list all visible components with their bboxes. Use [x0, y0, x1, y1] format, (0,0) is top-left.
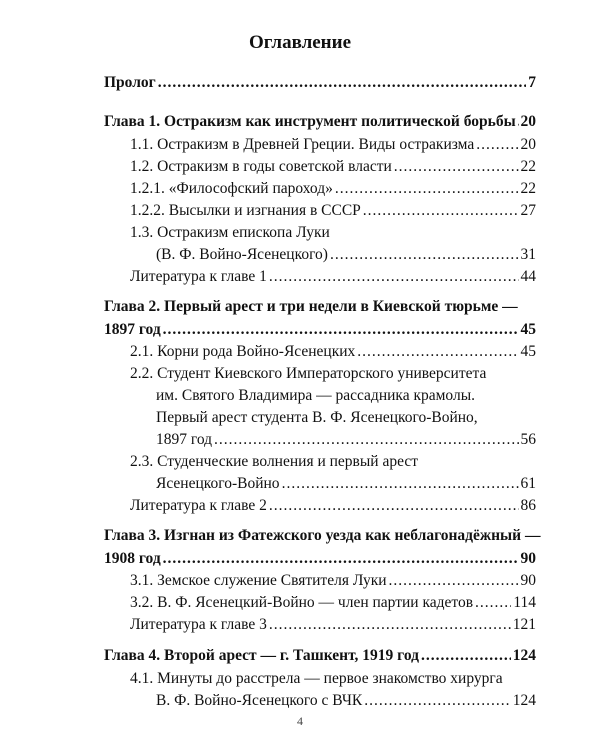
leader-dots [269, 495, 519, 517]
section-line [130, 451, 536, 473]
entry-page-number: 45 [520, 343, 536, 360]
leader-dots [389, 570, 519, 592]
entry-title: 1897 год [156, 431, 213, 448]
chapter-line [104, 525, 541, 547]
leader-dots [330, 244, 519, 266]
entry-title: Глава 4. Второй арест — г. Ташкент, 1919 год [104, 647, 419, 664]
section-line [130, 495, 536, 517]
entry-title: 4.1. Минуты до расстрела — первое знакомство хирурга [130, 670, 503, 687]
entry-title: Литература к главе 1 [130, 268, 267, 285]
entry-title: им. Святого Владимира — рассадника крамолы. [156, 387, 475, 404]
entry-title: Глава 2. Первый арест и три недели в Киевской тюрьме — [104, 298, 518, 315]
entry-title: Литература к главе 2 [130, 497, 267, 514]
leader-dots [518, 111, 519, 133]
chapter-line [104, 548, 536, 570]
section-line [156, 429, 536, 451]
entry-page-number: 44 [520, 268, 536, 285]
entry-page-number: 114 [513, 594, 536, 611]
chapter-line [104, 72, 536, 94]
entry-title: Первый арест студента В. Ф. Ясенецкого-Войно, [156, 409, 478, 426]
leader-dots [421, 645, 511, 667]
section-line [130, 570, 536, 592]
section-line [130, 341, 536, 363]
chapter-line [104, 296, 536, 318]
section-line [130, 222, 536, 244]
entry-title: Литература к главе 3 [130, 616, 267, 633]
entry-title: (В. Ф. Войно-Ясенецкого) [156, 246, 328, 263]
entry-title: В. Ф. Войно-Ясенецкого с ВЧК [156, 692, 363, 709]
section-line [156, 407, 536, 429]
leader-dots [363, 200, 519, 222]
entry-title: 3.2. В. Ф. Ясенецкий-Войно — член партии кадетов [130, 594, 474, 611]
entry-page-number: 22 [520, 158, 536, 175]
entry-title: 2.2. Студент Киевского Императорского университета [130, 365, 487, 382]
entry-title: 1.2.2. Высылки и изгнания в СССР [130, 202, 361, 219]
entry-title: 3.1. Земское служение Святителя Луки [130, 572, 387, 589]
section-line [156, 385, 536, 407]
leader-dots [282, 473, 519, 495]
leader-dots [394, 156, 519, 178]
chapter-line [104, 645, 536, 667]
entry-title: Ясенецкого-Войно [156, 475, 280, 492]
section-line [130, 363, 536, 385]
section-line [130, 592, 536, 614]
entry-title: 2.3. Студенческие волнения и первый арест [130, 453, 418, 470]
chapter-line [104, 111, 536, 133]
entry-page-number: 56 [520, 431, 536, 448]
entry-page-number: 90 [520, 550, 536, 567]
entry-page-number: 27 [520, 202, 536, 219]
section-line [130, 134, 536, 156]
page-number: 4 [297, 714, 303, 728]
leader-dots [269, 266, 519, 288]
leader-dots [214, 429, 518, 451]
entry-title: 1908 год [104, 550, 161, 567]
entry-page-number: 45 [520, 321, 536, 338]
entry-page-number: 121 [512, 616, 536, 633]
leader-dots [163, 319, 519, 341]
entry-title: 2.1. Корни рода Войно-Ясенецких [130, 343, 356, 360]
section-line [156, 473, 536, 495]
section-line [130, 178, 536, 200]
page-title: Оглавление [248, 32, 352, 53]
entry-page-number: 61 [520, 475, 536, 492]
entry-title: 1.2. Остракизм в годы советской власти [130, 158, 392, 175]
section-line [130, 668, 536, 690]
entry-title: 1.2.1. «Философский пароход» [130, 180, 333, 197]
leader-dots [357, 341, 518, 363]
leader-dots [158, 72, 527, 94]
section-line [156, 690, 536, 712]
entry-page-number: 86 [520, 497, 536, 514]
entry-title: 1897 год [104, 321, 161, 338]
leader-dots [364, 690, 510, 712]
entry-title: 1.3. Остракизм епископа Луки [130, 224, 330, 241]
entry-page-number: 124 [512, 692, 536, 709]
entry-page-number: 124 [512, 647, 536, 664]
section-line [130, 266, 536, 288]
section-line [130, 200, 536, 222]
entry-page-number: 90 [520, 572, 536, 589]
entry-title: Пролог [104, 74, 156, 91]
section-line [130, 614, 536, 636]
leader-dots [269, 614, 511, 636]
entry-page-number: 31 [520, 246, 536, 263]
leader-dots [475, 592, 511, 614]
entry-page-number: 20 [520, 113, 536, 130]
entry-title: Глава 1. Остракизм как инструмент политической борьбы [104, 113, 516, 130]
leader-dots [163, 548, 519, 570]
section-line [156, 244, 536, 266]
entry-page-number: 7 [528, 74, 536, 91]
chapter-line [104, 319, 536, 341]
leader-dots [335, 178, 519, 200]
leader-dots [476, 134, 518, 156]
entry-page-number: 20 [520, 136, 536, 153]
section-line [130, 156, 536, 178]
entry-title: Глава 3. Изгнан из Фатежского уезда как неблагонадёжный — [104, 527, 541, 544]
entry-page-number: 22 [520, 180, 536, 197]
entry-title: 1.1. Остракизм в Древней Греции. Виды остракизма [130, 136, 475, 153]
